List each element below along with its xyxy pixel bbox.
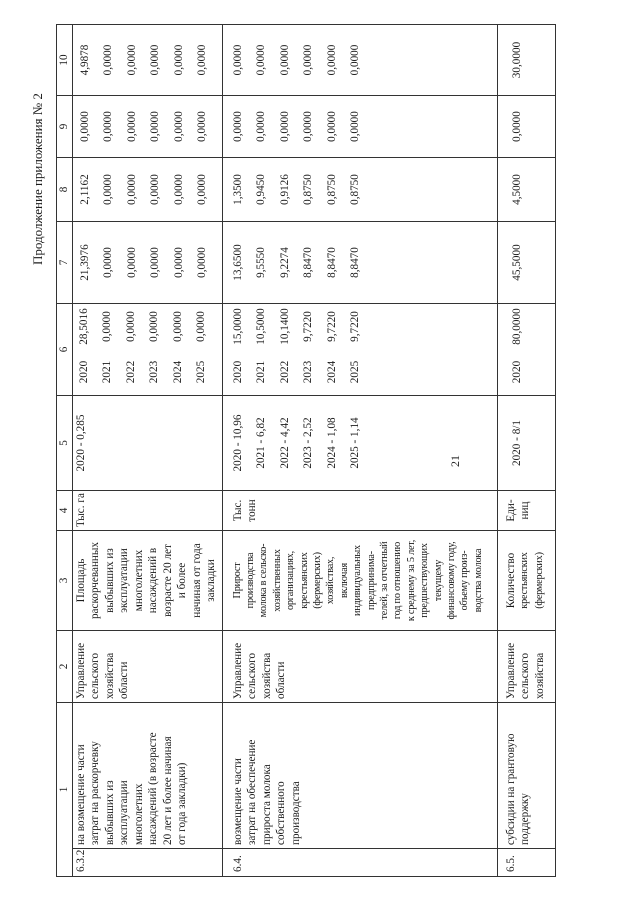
responsible-body: Управление сельского хозяйства — [497, 631, 555, 703]
col8-values: 1,3500 0,9450 0,9126 0,8750 0,8750 0,8750 — [222, 158, 497, 222]
col7-values: 45,5000 — [497, 222, 555, 304]
col8-values: 2,1162 0,0000 0,0000 0,0000 0,0000 0,0000 — [72, 158, 222, 222]
col9-values: 0,0000 — [497, 96, 555, 158]
indicator: Прирост производства молока в сельско- хозяйственных организациях, крестьянских (фермерских) хозяйствах, включая индивидуальных предпринима- телей, за отчетный год по отношению к среднему за 5 лет, предшествующих текущему финансовому году, объему произ- водства молока — [222, 531, 497, 631]
years-and-col6: 2020 80,0000 — [497, 304, 555, 396]
measure-name: на возмещение части затрат на раскорчевку выбывших из эксплуатации многолетних насаждений (в возрасте 20 лет и более начиная от года закладки) — [72, 703, 222, 849]
col7-values: 13,6500 9,5550 9,2274 8,8470 8,8470 8,8470 — [222, 222, 497, 304]
responsible-body: Управление сельского хозяйства области — [222, 631, 497, 703]
row-number: 6.4. — [222, 849, 497, 877]
header-col-3: 3 — [57, 531, 73, 631]
col8-values: 4,5000 — [497, 158, 555, 222]
col10-values: 4,9878 0,0000 0,0000 0,0000 0,0000 0,0000 — [72, 25, 222, 96]
program-table — [56, 24, 556, 877]
target-values: 2020 - 0,285 — [72, 396, 222, 491]
header-col-9: 9 — [57, 96, 73, 158]
row-number: 6.3.2 — [72, 849, 222, 877]
header-col-4: 4 — [57, 491, 73, 531]
row-number: 6.5. — [497, 849, 555, 877]
indicator: Площадь раскорчеванных выбывших из эксплуатации многолетних насаждений в возрасте 20 лет и более начиная от года закладки — [72, 531, 222, 631]
table-row — [72, 25, 222, 877]
unit: Тыс. тонн — [222, 491, 497, 531]
years-and-col6: 2020 2021 2022 2023 2024 2025 15,0000 10,5000 10,1400 9,7220 9,7220 9,7220 — [222, 304, 497, 396]
page-number: 21 — [448, 455, 462, 467]
header-col-10: 10 — [57, 25, 73, 96]
target-values: 2020 - 8/1 — [497, 396, 555, 491]
measure-name: субсидии на грантовую поддержку — [497, 703, 555, 849]
years-and-col6: 2020 2021 2022 2023 2024 2025 28,5016 0,0000 0,0000 0,0000 0,0000 0,0000 — [72, 304, 222, 396]
table-row — [497, 25, 555, 877]
header-row — [57, 25, 73, 877]
target-values: 2020 - 10,96 2021 - 6,82 2022 - 4,42 2023 - 2,52 2024 - 1,08 2025 - 1,14 — [222, 396, 497, 491]
indicator: Количество крестьянских (фермерских) — [497, 531, 555, 631]
col10-values: 0,0000 0,0000 0,0000 0,0000 0,0000 0,0000 — [222, 25, 497, 96]
continuation-title: Продолжение приложения № 2 — [30, 93, 45, 265]
table-row — [222, 25, 497, 877]
responsible-body: Управление сельского хозяйства области — [72, 631, 222, 703]
header-col-5: 5 — [57, 396, 73, 491]
header-col-7: 7 — [57, 222, 73, 304]
col10-values: 30,0000 — [497, 25, 555, 96]
header-col-1: 1 — [57, 703, 73, 877]
unit: Еди- ниц — [497, 491, 555, 531]
header-col-2: 2 — [57, 631, 73, 703]
col7-values: 21,3976 0,0000 0,0000 0,0000 0,0000 0,0000 — [72, 222, 222, 304]
header-col-6: 6 — [57, 304, 73, 396]
unit: Тыс. га — [72, 491, 222, 531]
col9-values: 0,0000 0,0000 0,0000 0,0000 0,0000 0,0000 — [222, 96, 497, 158]
header-col-8: 8 — [57, 158, 73, 222]
measure-name: возмещение части затрат на обеспечение прироста молока собственного производства — [222, 703, 497, 849]
col9-values: 0,0000 0,0000 0,0000 0,0000 0,0000 0,0000 — [72, 96, 222, 158]
